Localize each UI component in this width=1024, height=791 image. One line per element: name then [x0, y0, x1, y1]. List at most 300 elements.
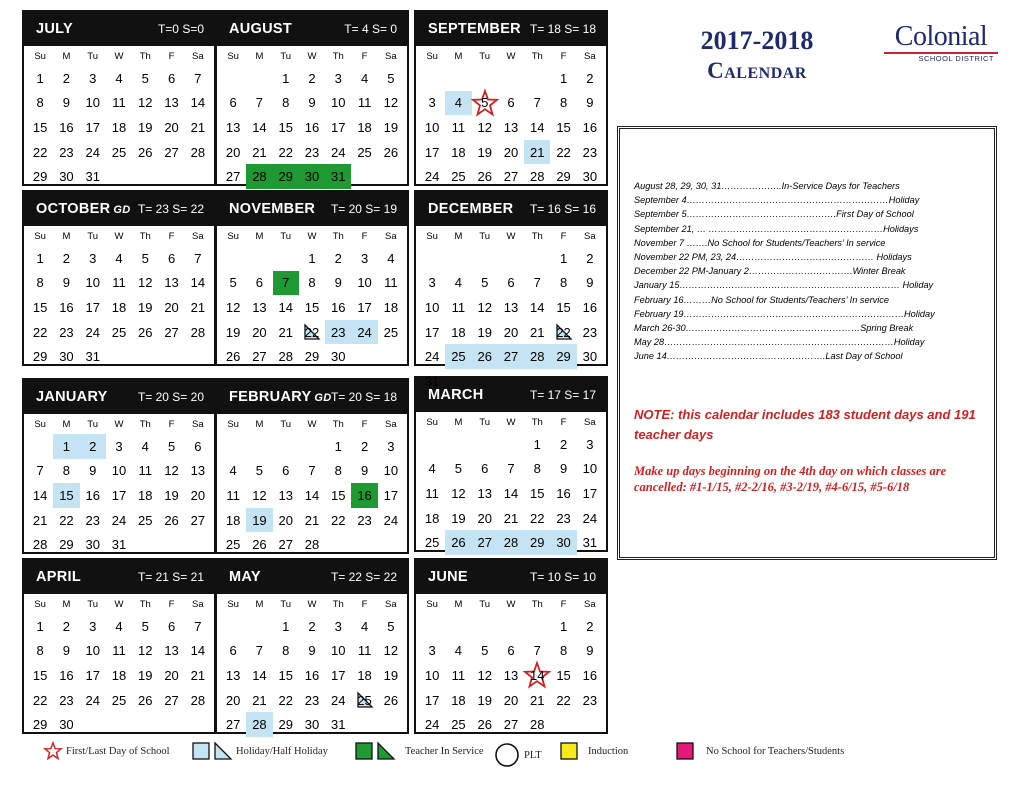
day-number: 9 [334, 275, 342, 291]
day-cell [299, 91, 325, 116]
day-cell [106, 91, 132, 116]
day-cell [27, 459, 53, 484]
day-cell [550, 344, 576, 369]
day-number: 3 [89, 618, 97, 634]
day-number: 11 [112, 275, 126, 291]
day-number: 10 [85, 95, 100, 111]
weekday-label: Sa [584, 230, 596, 242]
day-number: 28 [304, 537, 320, 553]
weekday-label: Th [531, 50, 543, 62]
month-name: JULY [36, 21, 73, 37]
day-number: 22 [32, 144, 48, 160]
day-number: 19 [451, 510, 466, 526]
day-number: 30 [85, 537, 100, 553]
day-number: 29 [556, 169, 571, 185]
month-name: AUGUST [229, 21, 293, 37]
day-cell [445, 164, 471, 189]
day-number: 27 [164, 144, 179, 160]
weekday-label: F [361, 418, 368, 430]
day-number: 18 [357, 667, 372, 683]
day-cell [550, 164, 576, 189]
day-number: 6 [255, 275, 264, 291]
day-number: 20 [503, 324, 519, 340]
day-cell [53, 344, 79, 369]
day-cell [577, 688, 603, 713]
day-number: 13 [477, 485, 492, 501]
day-cell [472, 663, 498, 688]
day-cell [325, 508, 351, 533]
month-days [217, 614, 407, 737]
day-number: 10 [331, 643, 346, 659]
day-cell [419, 164, 445, 189]
day-cell [498, 115, 524, 140]
weekday-label: F [560, 50, 567, 62]
day-number: 14 [503, 485, 519, 501]
day-number: 4 [454, 643, 463, 659]
month-day-counts: T= 17 S= 17 [529, 388, 596, 402]
note-total-days: NOTE: this calendar includes 183 student days and 191 teacher days [634, 407, 976, 442]
day-cell [246, 320, 272, 345]
day-number: 1 [282, 70, 290, 86]
day-number: 10 [424, 667, 440, 683]
day-number: 29 [278, 717, 293, 733]
day-number: 2 [62, 250, 71, 266]
weekday-label: M [62, 598, 71, 610]
day-cell [378, 295, 404, 320]
day-number: 3 [334, 70, 342, 86]
day-cell [577, 140, 603, 165]
day-number: 16 [59, 119, 74, 135]
day-cell [158, 639, 184, 664]
day-number: 25 [383, 324, 399, 340]
weekday-label: W [114, 230, 124, 242]
month-header [416, 560, 606, 594]
legend-no-school [676, 742, 844, 760]
weekday-header [416, 46, 606, 66]
day-number: 12 [451, 485, 466, 501]
day-number: 28 [503, 535, 519, 551]
day-number: 11 [425, 485, 439, 501]
day-number: 12 [225, 299, 241, 315]
day-number: 12 [164, 463, 179, 479]
day-cell [445, 295, 471, 320]
empty-day [246, 434, 272, 459]
day-number: 30 [582, 349, 598, 365]
day-cell [132, 66, 158, 91]
day-number: 24 [357, 324, 372, 340]
weekday-label: W [506, 50, 516, 62]
day-cell [185, 271, 211, 296]
day-number: 2 [334, 250, 342, 266]
day-cell [246, 271, 272, 296]
day-number: 18 [451, 692, 466, 708]
day-number: 18 [383, 299, 399, 315]
day-number: 25 [451, 717, 466, 733]
day-number: 29 [556, 349, 571, 365]
day-number: 28 [252, 717, 267, 733]
weekday-label: Su [34, 230, 46, 242]
day-cell [550, 66, 576, 91]
month-april [22, 558, 216, 734]
month-name: MARCH [428, 387, 484, 403]
day-cell [445, 140, 471, 165]
day-cell [445, 639, 471, 664]
day-number: 6 [481, 461, 489, 477]
day-number: 25 [111, 144, 127, 160]
day-number: 20 [477, 510, 492, 526]
day-cell [80, 320, 106, 345]
day-cell [577, 66, 603, 91]
day-cell [185, 295, 211, 320]
day-cell [273, 295, 299, 320]
day-cell [185, 434, 211, 459]
day-number: 9 [360, 463, 369, 479]
day-cell [158, 66, 184, 91]
day-number: 8 [36, 275, 44, 291]
day-cell [498, 663, 524, 688]
day-number: 13 [225, 119, 241, 135]
day-number: 26 [383, 144, 399, 160]
day-cell [80, 614, 106, 639]
day-cell [132, 295, 158, 320]
day-cell [419, 140, 445, 165]
empty-day [498, 432, 524, 457]
day-number: 22 [331, 512, 346, 528]
month-days [416, 432, 606, 555]
day-number: 22 [278, 692, 293, 708]
day-cell [550, 506, 576, 531]
day-number: 17 [85, 299, 100, 315]
day-number: 30 [59, 169, 74, 185]
day-number: 1 [559, 70, 568, 86]
day-number: 3 [586, 436, 594, 452]
day-cell [498, 457, 524, 482]
day-number: 5 [141, 250, 149, 266]
weekday-header [217, 46, 407, 66]
day-number: 22 [32, 324, 48, 340]
day-number: 2 [89, 438, 97, 454]
day-number: 30 [59, 349, 74, 365]
day-number: 25 [111, 324, 127, 340]
day-cell [273, 663, 299, 688]
weekday-label: Sa [584, 50, 596, 62]
day-cell [299, 663, 325, 688]
day-cell [246, 483, 272, 508]
day-cell [185, 688, 211, 713]
day-number: 25 [424, 535, 440, 551]
day-cell [498, 91, 524, 116]
day-cell [246, 344, 272, 369]
day-cell [325, 140, 351, 165]
day-cell [550, 246, 576, 271]
day-number: 6 [194, 438, 202, 454]
weekday-label: Sa [192, 418, 204, 430]
day-cell [419, 481, 445, 506]
day-cell [299, 271, 325, 296]
day-cell [472, 295, 498, 320]
day-cell [246, 140, 272, 165]
day-cell [220, 344, 246, 369]
day-number: 24 [331, 692, 346, 708]
weekday-label: Su [227, 50, 239, 62]
day-cell [378, 320, 404, 345]
day-cell [299, 115, 325, 140]
month-days [24, 434, 214, 557]
day-number: 14 [190, 275, 206, 291]
day-number: 27 [503, 717, 519, 733]
day-cell [378, 459, 404, 484]
day-number: 16 [304, 667, 320, 683]
day-number: 13 [503, 667, 519, 683]
month-name: OCTOBER GD [36, 201, 131, 217]
day-number: 24 [85, 324, 100, 340]
legend-inservice [355, 742, 484, 760]
plt-circle-icon [494, 742, 520, 768]
day-cell [132, 246, 158, 271]
day-number: 9 [62, 643, 71, 659]
day-cell [445, 663, 471, 688]
day-number: 10 [85, 275, 100, 291]
weekday-label: Sa [192, 598, 204, 610]
day-cell [220, 483, 246, 508]
day-cell [80, 66, 106, 91]
day-number: 28 [530, 717, 545, 733]
day-number: 27 [503, 169, 519, 185]
day-cell [550, 432, 576, 457]
legend-first-last-label: First/Last Day of School [66, 745, 170, 757]
day-number: 10 [357, 275, 372, 291]
day-cell [106, 246, 132, 271]
day-number: 28 [190, 692, 206, 708]
day-cell [80, 688, 106, 713]
month-day-counts: T= 16 S= 16 [529, 202, 596, 216]
day-cell [550, 295, 576, 320]
day-cell [299, 246, 325, 271]
empty-day [220, 246, 246, 271]
day-number: 28 [278, 349, 293, 365]
weekday-label: Su [227, 418, 239, 430]
key-date-line: September 21, … …………………………………………………Holidays [634, 223, 919, 234]
day-number: 11 [451, 299, 466, 315]
day-number: 12 [383, 643, 399, 659]
empty-day [472, 614, 498, 639]
day-number: 23 [304, 144, 320, 160]
day-cell [378, 663, 404, 688]
weekday-label: M [454, 416, 463, 428]
day-cell [158, 483, 184, 508]
day-number: 3 [428, 95, 436, 111]
half-inservice-icon [377, 742, 395, 760]
day-number: 13 [164, 643, 179, 659]
day-number: 19 [138, 119, 153, 135]
day-number: 17 [582, 485, 598, 501]
day-number: 12 [138, 643, 153, 659]
day-cell [220, 459, 246, 484]
day-number: 2 [586, 70, 594, 86]
day-number: 31 [331, 169, 346, 185]
day-cell [80, 508, 106, 533]
day-cell [577, 91, 603, 116]
day-cell [524, 688, 550, 713]
day-cell [273, 688, 299, 713]
month-gd-mark: GD [314, 392, 332, 404]
day-number: 26 [383, 692, 399, 708]
day-cell [53, 508, 79, 533]
day-cell [351, 614, 377, 639]
day-cell [158, 246, 184, 271]
day-cell [220, 91, 246, 116]
day-number: 2 [586, 618, 594, 634]
weekday-label: Sa [385, 598, 397, 610]
day-cell [106, 320, 132, 345]
month-day-counts: T= 20 S= 20 [137, 390, 204, 404]
weekday-label: Su [34, 418, 46, 430]
weekday-label: Sa [385, 230, 397, 242]
day-number: 6 [507, 275, 515, 291]
day-number: 6 [229, 95, 237, 111]
month-header [416, 192, 606, 226]
day-cell [445, 506, 471, 531]
day-cell [472, 164, 498, 189]
month-header [24, 192, 214, 226]
day-cell [378, 483, 404, 508]
day-number: 16 [59, 667, 74, 683]
month-october [22, 190, 216, 366]
legend-no-school-label: No School for Teachers/Students [706, 745, 845, 757]
month-days [24, 246, 214, 369]
calendar-year-title: 2017-2018 [700, 26, 814, 55]
day-cell [185, 320, 211, 345]
key-date-line: September 4…………………………………………………………Holiday [634, 195, 920, 206]
day-number: 5 [141, 618, 149, 634]
day-cell [351, 295, 377, 320]
weekday-header [416, 226, 606, 246]
day-number: 20 [503, 144, 519, 160]
day-number: 27 [190, 512, 206, 528]
day-cell [27, 115, 53, 140]
weekday-label: F [168, 598, 175, 610]
weekday-label: Th [139, 598, 151, 610]
day-cell [325, 164, 351, 189]
day-cell [158, 140, 184, 165]
empty-day [419, 246, 445, 271]
day-cell [445, 688, 471, 713]
day-cell [106, 295, 132, 320]
month-header [24, 380, 214, 414]
day-cell [351, 140, 377, 165]
day-number: 2 [360, 438, 369, 454]
weekday-label: Sa [584, 598, 596, 610]
weekday-label: W [307, 230, 317, 242]
day-number: 6 [507, 643, 515, 659]
weekday-label: M [255, 418, 264, 430]
day-cell [498, 271, 524, 296]
day-cell [472, 530, 498, 555]
day-cell [246, 508, 272, 533]
weekday-label: Sa [192, 230, 204, 242]
day-number: 5 [387, 70, 395, 86]
day-number: 7 [533, 275, 541, 291]
weekday-label: W [307, 50, 317, 62]
day-number: 29 [32, 349, 48, 365]
day-number: 23 [85, 512, 100, 528]
day-cell [27, 639, 53, 664]
day-cell [351, 66, 377, 91]
day-cell [27, 532, 53, 557]
day-cell [53, 532, 79, 557]
day-number: 1 [36, 618, 44, 634]
star-icon [44, 742, 62, 760]
weekday-label: Tu [87, 598, 99, 610]
empty-day [445, 432, 471, 457]
empty-day [27, 434, 53, 459]
day-number: 26 [477, 349, 492, 365]
day-number: 2 [308, 618, 316, 634]
weekday-label: Su [227, 230, 239, 242]
day-cell [351, 246, 377, 271]
day-number: 31 [424, 373, 440, 389]
day-cell [106, 663, 132, 688]
day-number: 3 [387, 438, 395, 454]
weekday-label: Su [426, 598, 438, 610]
day-cell [550, 115, 576, 140]
day-number: 11 [138, 463, 153, 479]
day-cell [550, 140, 576, 165]
day-cell [220, 663, 246, 688]
day-cell [524, 320, 550, 345]
day-cell [299, 320, 325, 345]
day-number: 9 [62, 95, 71, 111]
day-cell [53, 164, 79, 189]
day-number: 20 [190, 487, 206, 503]
day-number: 28 [530, 349, 545, 365]
day-cell [550, 663, 576, 688]
weekday-header [24, 594, 214, 614]
key-date-line: June 14…………………………………………….Last Day of School [634, 351, 903, 362]
day-number: 10 [85, 643, 100, 659]
day-cell [27, 483, 53, 508]
day-cell [53, 91, 79, 116]
key-date-line: September 5………………………………………….First Day of School [634, 209, 914, 220]
empty-day [524, 246, 550, 271]
day-number: 12 [477, 667, 492, 683]
day-cell [419, 91, 445, 116]
day-number: 20 [225, 144, 241, 160]
day-number: 10 [383, 463, 399, 479]
day-cell [132, 639, 158, 664]
day-cell [27, 712, 53, 737]
key-date-line: February 16………No School for Students/Teachers’ In service [634, 294, 889, 305]
day-number: 13 [164, 95, 179, 111]
day-cell [498, 295, 524, 320]
day-cell [185, 639, 211, 664]
day-number: 17 [85, 119, 100, 135]
weekday-label: Su [227, 598, 239, 610]
day-cell [577, 115, 603, 140]
day-cell [299, 459, 325, 484]
day-cell [53, 66, 79, 91]
day-cell [273, 532, 299, 557]
day-number: 10 [424, 119, 440, 135]
empty-day [246, 66, 272, 91]
day-number: 5 [167, 438, 176, 454]
month-gd-mark: GD [113, 204, 131, 216]
empty-day [273, 434, 299, 459]
day-number: 4 [454, 275, 463, 291]
logo-subtitle: SCHOOL DISTRICT [918, 54, 994, 63]
day-cell [325, 115, 351, 140]
empty-day [220, 434, 246, 459]
